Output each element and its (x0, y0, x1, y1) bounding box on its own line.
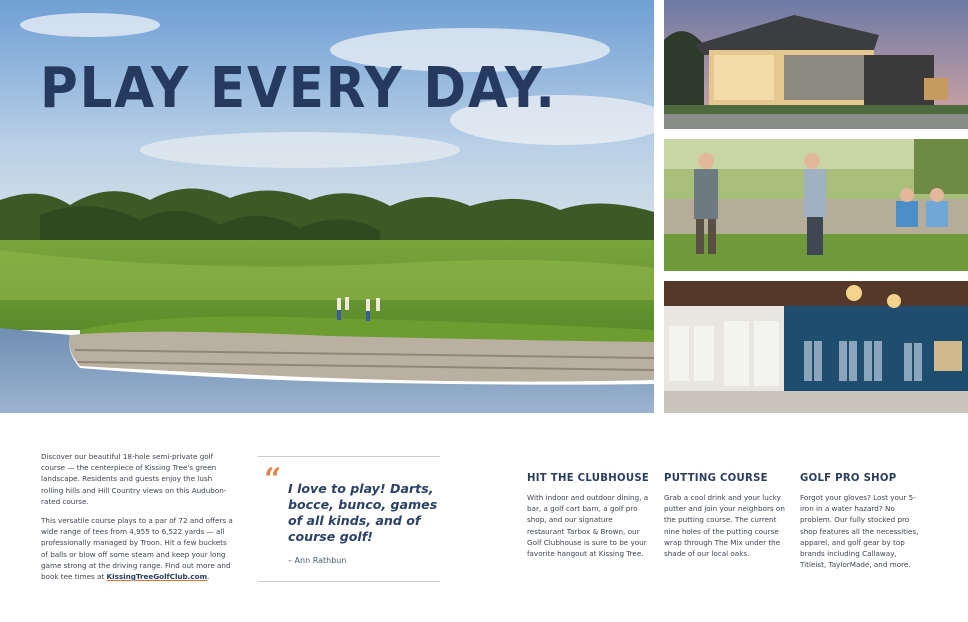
golf-club-link[interactable]: KissingTreeGolfClub.com (106, 572, 208, 582)
section-putting-course-body: Grab a cool drink and your lucky putter and join your neighbors on the putting course. The current nine holes of the putting course wrap through The Mix under the shade of our local oaks. (664, 493, 785, 559)
section-pro-shop (800, 471, 925, 570)
section-pro-shop-body: Forgot your gloves? Lost your 5-iron in a water hazard? No problem. Our fully stocked pro shop features all the necessities, apparel, and golf gear by top brands including Callaway, Titleist, TaylorMade, and more. (800, 493, 919, 570)
intro-paragraph-2-text: This versatile course plays to a par of 72 and offers a wide range of tees from 4,955 to 6,522 yards — all professionally managed by Troon. Hit a few buckets of balls or blow off some steam and keep your long game strong at the driving range. Find out more and book tee times at (41, 516, 233, 582)
intro-text (41, 451, 233, 590)
clubhouse-photo (664, 0, 968, 129)
intro-paragraph-1: Discover our beautiful 18-hole semi-private golf course — the centerpiece of Kissing Tree's green landscape. Residents and guests enjoy the lush rolling hills and Hill Country views on this Audubon-rated course. (41, 452, 227, 506)
intro-paragraph-2-end: . (207, 572, 210, 582)
intro-paragraph-2 (41, 515, 233, 582)
section-clubhouse (527, 471, 652, 559)
section-putting-course-title: PUTTING COURSE (664, 471, 768, 484)
section-pro-shop-title: GOLF PRO SHOP (800, 471, 897, 484)
section-clubhouse-body: With indoor and outdoor dining, a bar, a golf cart barn, a golf pro shop, and our signature restaurant Tarbox & Brown, our Golf Clubhouse is sure to be your favorite hangout at Kissing Tree. (527, 493, 649, 559)
testimonial-quote (258, 456, 440, 582)
quote-mark-icon: “ (264, 462, 282, 497)
section-clubhouse-title: HIT THE CLUBHOUSE (527, 471, 650, 484)
quote-text: I love to play! Darts, bocce, bunco, games of all kinds, and of course golf! (288, 481, 438, 544)
pro-shop-photo (664, 281, 968, 413)
putting-course-photo (664, 139, 968, 271)
hero-photo (0, 0, 654, 413)
quote-author: – Ann Rathbun (288, 556, 347, 565)
section-putting-course (664, 471, 789, 559)
page-title: PLAY EVERY DAY. (40, 56, 557, 121)
